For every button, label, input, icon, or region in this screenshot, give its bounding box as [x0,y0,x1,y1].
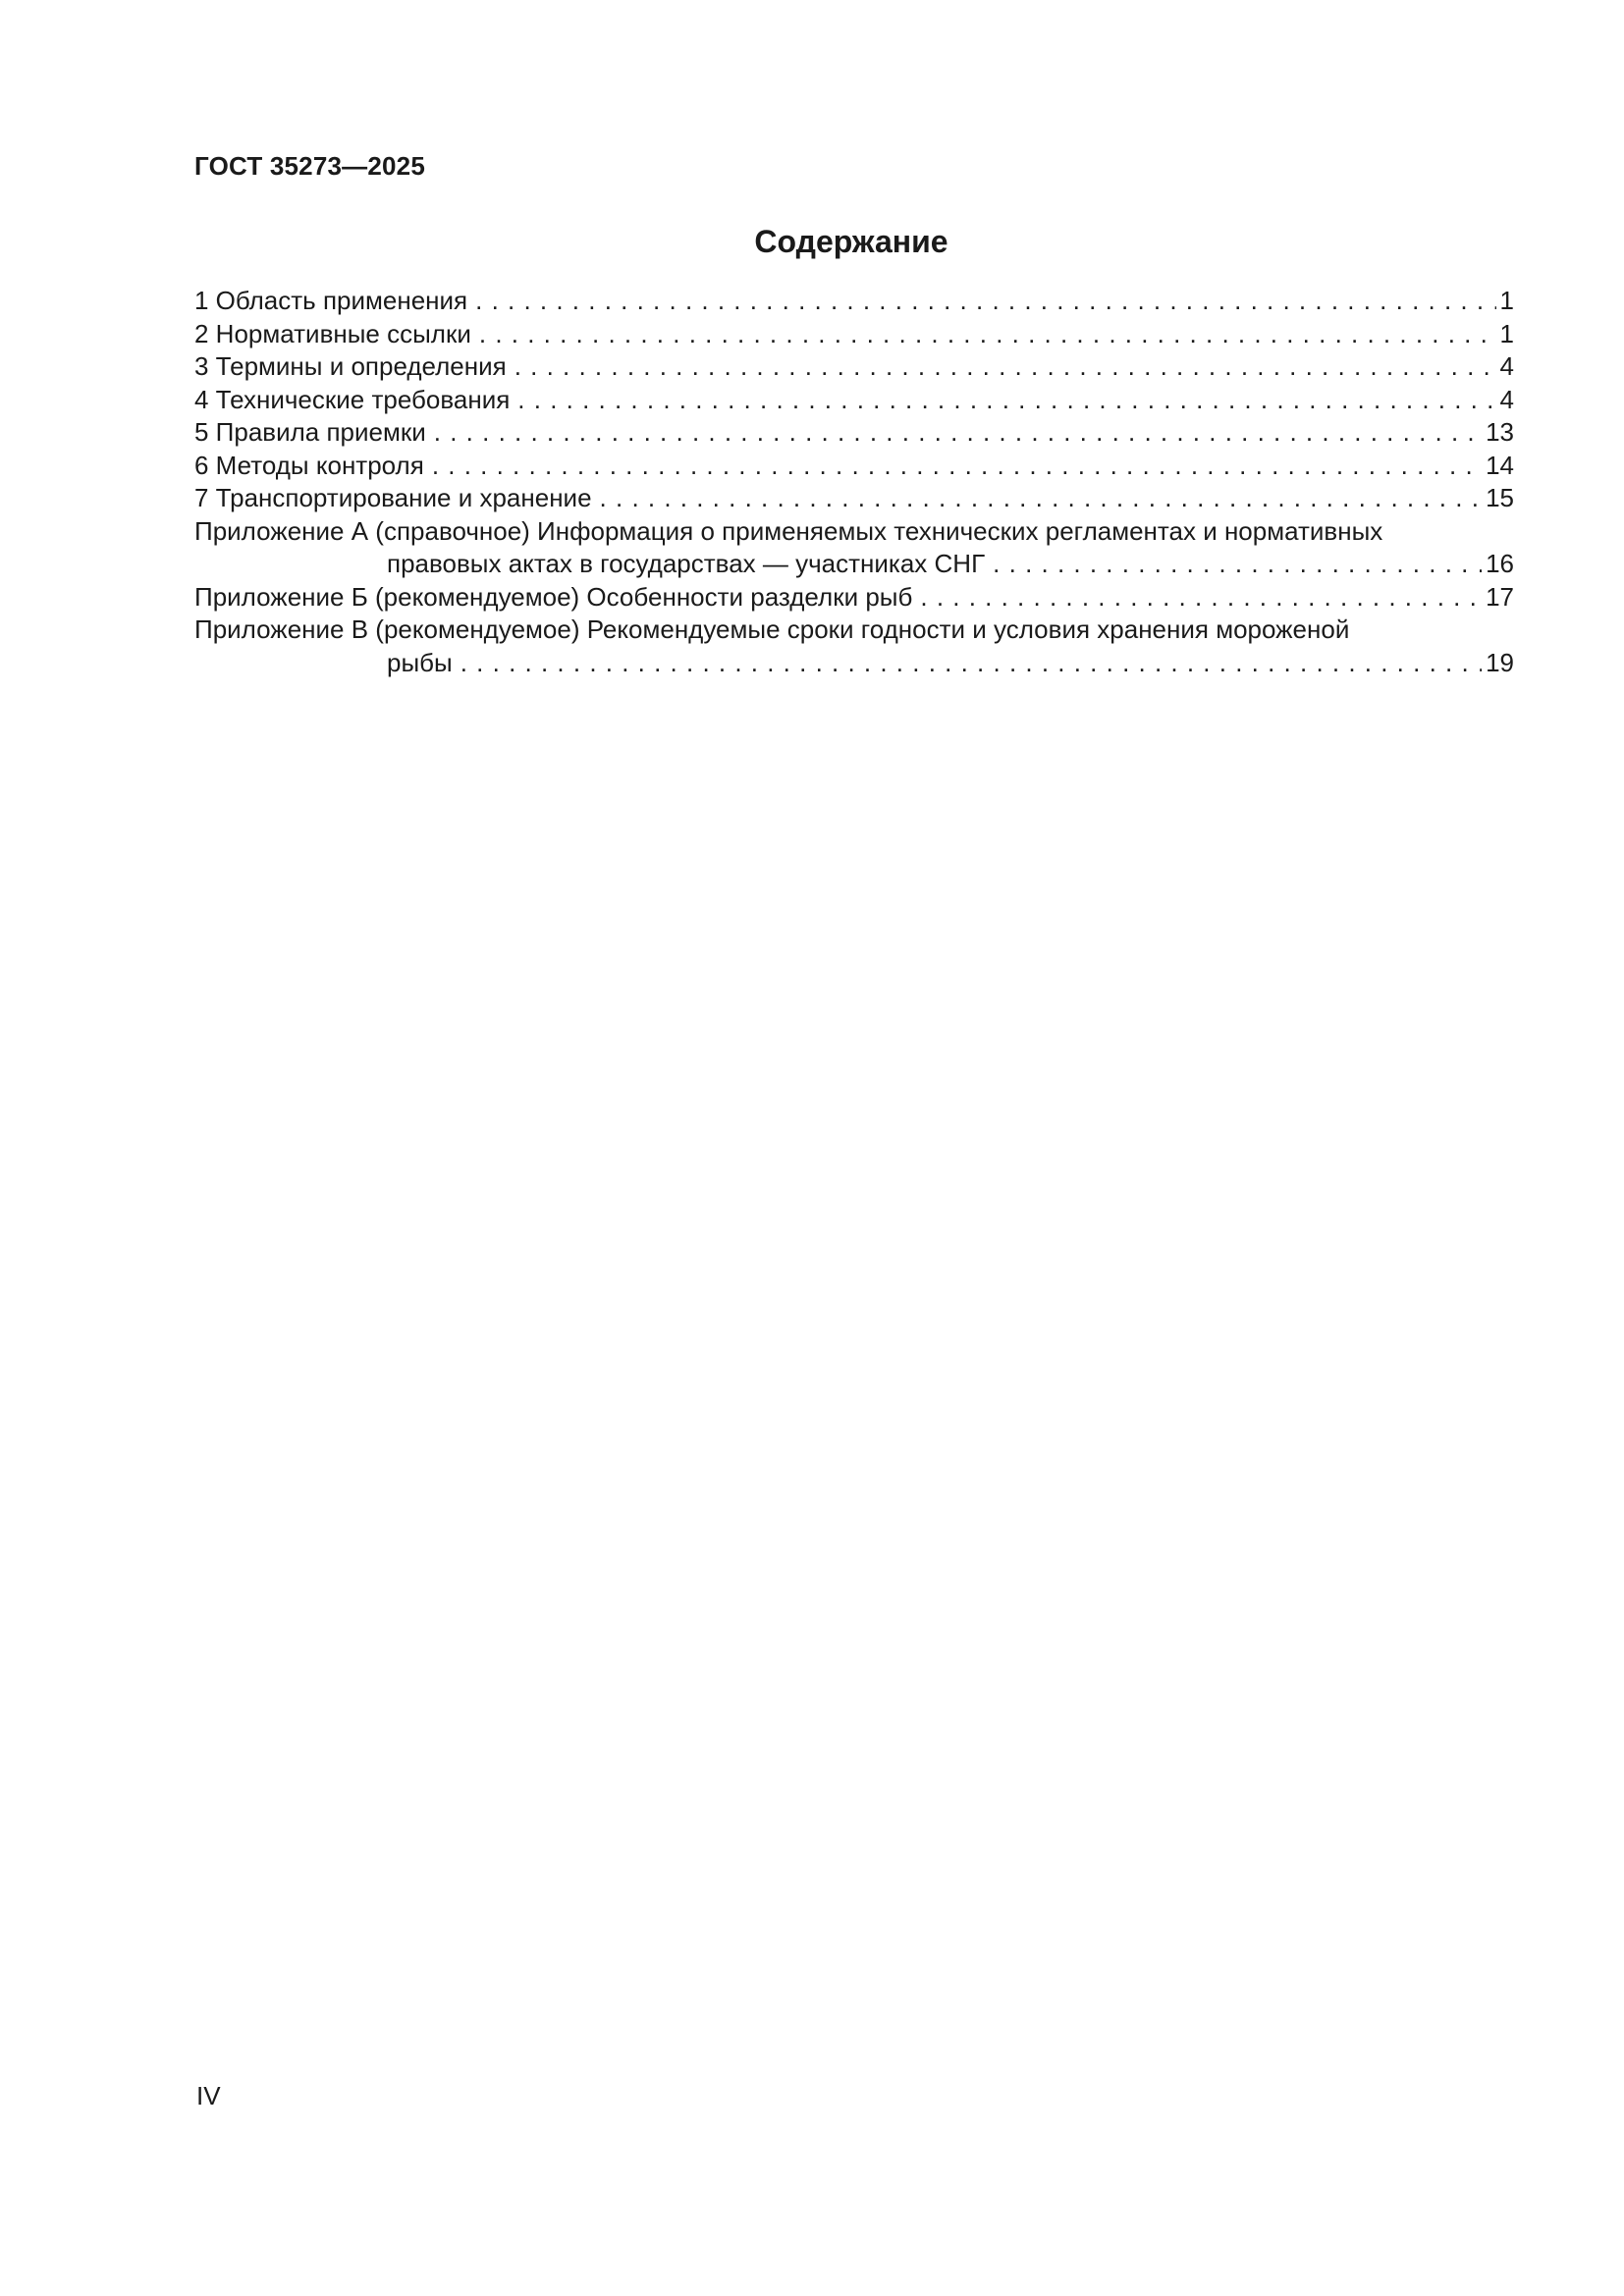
toc-annex-continuation [194,647,1514,680]
toc-entry-title: 5 Правила приемки [194,417,426,447]
toc-entry[interactable] [194,350,1514,384]
toc-annex-title: Приложение Б (рекомендуемое) Особенности разделки рыб [194,581,913,612]
toc-entry-title: 6 Методы контроля [194,450,424,480]
toc-entry-title: 4 Технические требования [194,384,511,414]
toc-entry[interactable] [194,416,1514,450]
toc-annex-title-cont: рыбы [387,647,453,677]
toc-entry[interactable] [194,285,1514,318]
dot-leader [475,285,1495,318]
toc-entry[interactable] [194,482,1514,515]
toc-entry-page: 15 [1486,483,1514,512]
table-of-contents [194,285,1514,679]
dot-leader [517,384,1495,417]
page-number: IV [196,2081,221,2110]
toc-entry-page: 1 [1499,286,1514,315]
dot-leader [434,416,1482,450]
toc-annex-a[interactable] [194,515,1514,581]
toc-annex-title: Приложение В (рекомендуемое) Рекомендуемые сроки годности и условия хранения мороженой [194,614,1350,644]
toc-entry-title: 1 Область применения [194,286,468,315]
toc-entry-page: 4 [1499,351,1514,381]
toc-entry[interactable] [194,450,1514,483]
toc-entry[interactable] [194,318,1514,351]
toc-annex-v[interactable] [194,614,1514,679]
toc-annex-continuation [194,548,1514,581]
dot-leader [460,647,1482,680]
toc-entry-title: 7 Транспортирование и хранение [194,483,592,512]
dot-leader [920,581,1482,614]
toc-entry-page: 13 [1486,417,1514,447]
document-code: ГОСТ 35273—2025 [194,151,425,181]
toc-annex-b[interactable] [194,581,1514,614]
toc-entry-page: 14 [1486,450,1514,480]
toc-entry-title: 3 Термины и определения [194,351,507,381]
dot-leader [432,450,1482,483]
dot-leader [479,318,1496,351]
toc-annex-title-cont: правовых актах в государствах — участниках СНГ [387,549,986,578]
toc-title: Содержание [754,224,948,259]
toc-entry-page: 4 [1499,384,1514,414]
toc-entry-page: 19 [1486,647,1514,677]
toc-annex-title: Приложение А (справочное) Информация о применяемых технических регламентах и нормативных [194,515,1383,546]
dot-leader [514,350,1496,384]
toc-entry-title: 2 Нормативные ссылки [194,318,471,348]
dot-leader [600,482,1483,515]
dot-leader [993,548,1482,581]
toc-entry-page: 16 [1486,549,1514,578]
toc-entry[interactable] [194,384,1514,417]
toc-entry-page: 17 [1486,581,1514,612]
toc-entry-page: 1 [1499,318,1514,348]
